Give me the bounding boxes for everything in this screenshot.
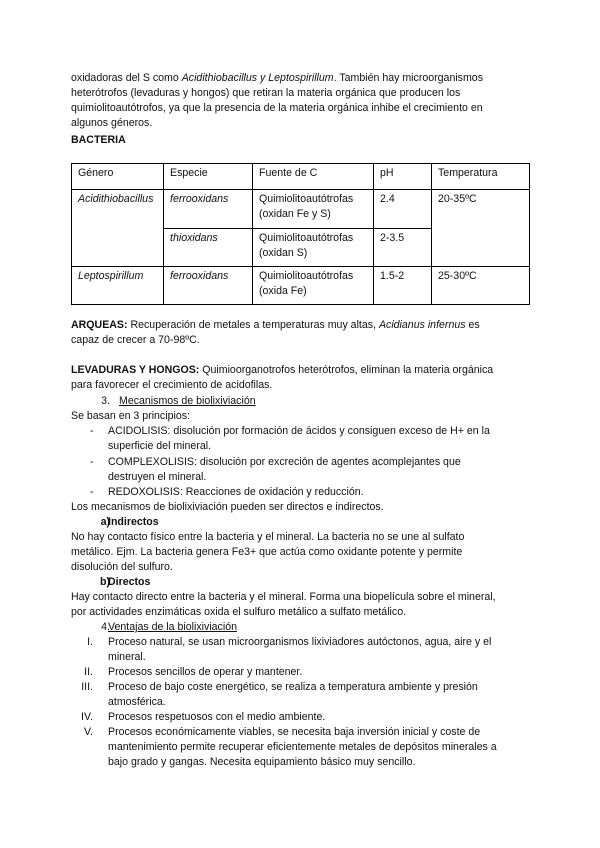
arqueas-species: Acidianus infernus (378, 319, 466, 331)
table-cell-fuente (253, 190, 374, 229)
bacteria-heading-text: BACTERIA (71, 134, 126, 146)
list-item-text: destruyen el mineral. (108, 471, 207, 483)
table-cell-fuente (253, 267, 374, 305)
directos-title-text: Directos (108, 576, 151, 588)
list-item-text: superficie del mineral. (108, 440, 212, 452)
table-row (72, 267, 530, 305)
list-item-text: ACIDOLISIS: disolución por formación de ácidos y consiguen exceso de H+ en la (108, 425, 490, 437)
list-item-text: COMPLEXOLISIS: disolución por excreción de agentes acomplejantes que (108, 456, 461, 468)
arqueas-text: es (465, 319, 480, 331)
bacteria-table (71, 163, 530, 305)
directos-title (108, 575, 150, 590)
indirectos-line: disolución del sulfuro. (71, 561, 173, 573)
arqueas-paragraph (71, 318, 521, 348)
table-cell-genero (72, 267, 164, 305)
table-cell-especie (164, 229, 253, 267)
levaduras-text: Quimioorganotrofos heterótrofos, eliminan la materia orgánica (199, 364, 494, 376)
list-item-text: atmosférica. (108, 696, 166, 708)
levaduras-line (71, 363, 521, 378)
table-cell-especie (164, 190, 253, 229)
list-item-text: Procesos sencillos de operar y mantener. (108, 666, 303, 678)
list-item (108, 665, 528, 680)
bullet-dash: - (90, 425, 94, 437)
section3-title-text: Mecanismos de biolixiviación (119, 395, 256, 407)
carbon-source: Quimiolitoautótrofas (259, 232, 354, 244)
intro-line: algunos géneros. (71, 117, 153, 129)
section-number: 3. (101, 395, 110, 407)
list-item-text: Procesos respetuosos con el medio ambiente. (108, 711, 326, 723)
indirectos-title-text: Indirectos (108, 516, 159, 528)
genus-name: Acidithiobacillus (78, 193, 154, 205)
table-header-cell: Temperatura (432, 164, 530, 190)
section3-intro: Se basan en 3 principios: (71, 410, 190, 422)
intro-line: heterótrofos (levaduras y hongos) que retiran la materia orgánica que producen los (71, 87, 461, 99)
table-row (72, 190, 530, 229)
subsection-marker: b) (100, 576, 110, 588)
roman-numeral: V. (83, 726, 93, 738)
species-name: ferrooxidans (170, 270, 229, 282)
intro-line: quimiolitoautótrofos, ya que la presencia de la materia orgánica inhibe el crecimiento en (71, 102, 483, 114)
roman-numeral: I. (87, 636, 93, 648)
list-item-text: Procesos económicamente viables, se necesita baja inversión inicial y coste de (108, 726, 481, 738)
section3-title (119, 394, 256, 409)
table-cell-temperatura: 25-30ºC (432, 267, 530, 305)
levaduras-paragraph (71, 363, 521, 393)
table-header-cell: pH (374, 164, 432, 190)
bullet-dash: - (90, 456, 94, 468)
species-name: ferrooxidans (170, 193, 229, 205)
directos-line: por actividades enzimáticas oxida el sulfuro metálico a sulfato metálico. (71, 606, 407, 618)
table-header-cell: Género (72, 164, 164, 190)
section3-outro: Los mecanismos de biolixiviación pueden ser directos e indirectos. (71, 501, 384, 513)
list-item (108, 485, 528, 500)
carbon-source-detail: (oxida Fe) (259, 285, 307, 297)
table-header-cell: Fuente de C (253, 164, 374, 190)
arqueas-line (71, 318, 521, 333)
arqueas-label: ARQUEAS: (71, 319, 128, 331)
carbon-source-detail: (oxidan S) (259, 247, 308, 259)
list-item (108, 710, 528, 725)
list-item (108, 635, 528, 665)
bullet-dash: - (90, 486, 94, 498)
intro-text: . También hay microorganismos (333, 72, 483, 84)
indirectos-paragraph (71, 530, 531, 575)
section4-title-text: Ventajas de la biolixiviación (108, 621, 237, 633)
intro-line (71, 71, 521, 86)
arqueas-line: capaz de crecer a 70-98ºC. (71, 334, 200, 346)
list-item-text: REDOXOLISIS: Reacciones de oxidación y reducción. (108, 486, 364, 498)
bacteria-heading (71, 133, 521, 148)
list-item (108, 725, 528, 770)
table-cell-temperatura: 20-35ºC (432, 190, 530, 267)
table-cell-especie (164, 267, 253, 305)
directos-paragraph (71, 590, 531, 620)
list-item-text: bajo grado y gangas. Necesita equipamiento básico muy sencillo. (108, 756, 416, 768)
subsection-marker: a) (100, 516, 110, 528)
species-name: thioxidans (170, 232, 218, 244)
indirectos-title (108, 515, 159, 530)
table-cell-ph: 1.5-2 (374, 267, 432, 305)
table-header-row (72, 164, 530, 190)
roman-numeral: III. (81, 681, 93, 693)
levaduras-label: LEVADURAS Y HONGOS: (71, 364, 200, 376)
directos-line: Hay contacto directo entre la bacteria y el mineral. Forma una biopelícula sobre el mineral, (71, 591, 496, 603)
indirectos-line: metálico. Ejm. La bacteria genera Fe3+ que actúa como oxidante potente y permite (71, 546, 463, 558)
carbon-source: Quimiolitoautótrofas (259, 270, 354, 282)
roman-numeral: II. (84, 666, 93, 678)
list-item (108, 455, 528, 485)
intro-italic-genera: Acidithiobacillus y Leptospirillum (181, 72, 334, 84)
list-item (108, 424, 528, 454)
table-cell-ph: 2.4 (374, 190, 432, 229)
table-cell-genero (72, 190, 164, 267)
list-item-text: Proceso de bajo coste energético, se realiza a temperatura ambiente y presión (108, 681, 478, 693)
intro-text: oxidadoras del S como (71, 72, 182, 84)
section-number: 4. (101, 621, 110, 633)
list-item-text: Proceso natural, se usan microorganismos lixiviadores autóctonos, agua, aire y el (108, 636, 492, 648)
section4-title (108, 620, 237, 635)
table-header-cell: Especie (164, 164, 253, 190)
arqueas-text: Recuperación de metales a temperaturas muy altas, (127, 319, 379, 331)
genus-name: Leptospirillum (78, 270, 144, 282)
table-cell-fuente (253, 229, 374, 267)
table-cell-ph: 2-3.5 (374, 229, 432, 267)
intro-paragraph (71, 71, 521, 131)
list-item-text: mantenimiento permite recuperar eficientemente metales de depósitos minerales a (108, 741, 497, 753)
indirectos-line: No hay contacto físico entre la bacteria y el mineral. La bacteria no se une al sulfato (71, 531, 465, 543)
list-item (108, 680, 528, 710)
carbon-source-detail: (oxidan Fe y S) (259, 208, 331, 220)
list-item-text: mineral. (108, 651, 146, 663)
levaduras-line: para favorecer el crecimiento de acidofilas. (71, 379, 273, 391)
carbon-source: Quimiolitoautótrofas (259, 193, 354, 205)
roman-numeral: IV. (81, 711, 93, 723)
